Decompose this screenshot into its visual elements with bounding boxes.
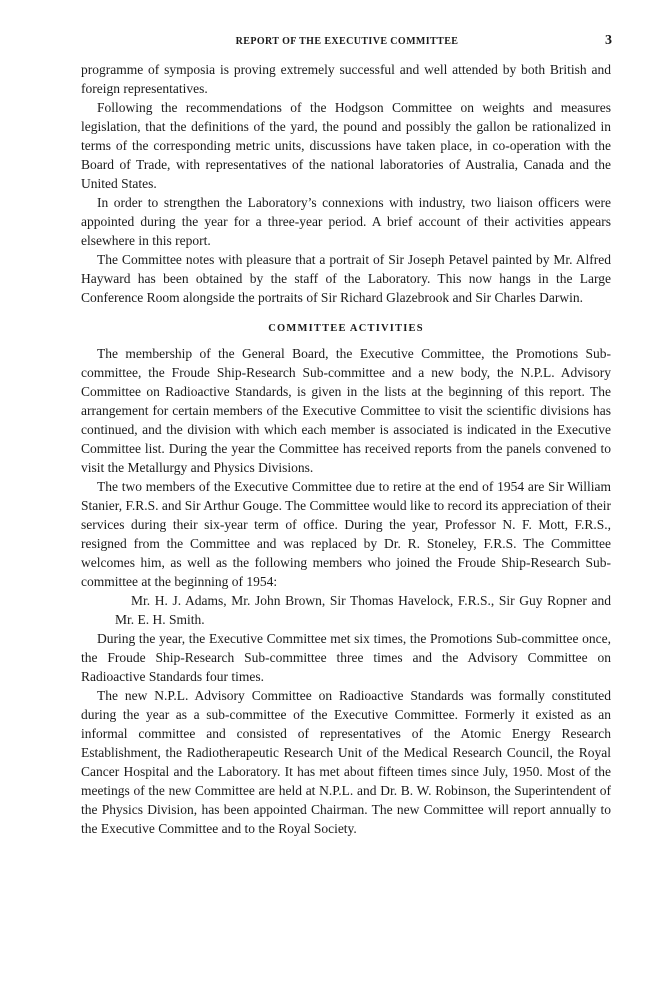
page-number: 3 [605,33,612,48]
paragraph-continuation: programme of symposia is proving extremely successful and well attended by both British and foreign representatives. [81,62,611,96]
body-text [81,60,611,838]
paragraph-liaison-officers: In order to strengthen the Laboratory’s connexions with industry, two liaison officers were appointed during the year for a three-year period. A brief account of their activities appears elsewhere in this report. [81,195,611,248]
paragraph-petavel-portrait: The Committee notes with pleasure that a portrait of Sir Joseph Petavel painted by Mr. Alfred Hayward has been obtained by the staff of the Laboratory. This now hangs in the Large Conference Room alongside the portraits of Sir Richard Glazebrook and Sir Charles Darwin. [81,252,611,305]
section-heading: COMMITTEE ACTIVITIES [268,323,424,334]
paragraph-membership: The membership of the General Board, the Executive Committee, the Promotions Sub-committee, the Froude Ship-Research Sub-committee and a new body, the N.P.L. Advisory Committee on Radioactive Standards, is given in the lists at the beginning of this report. The arrangement for certain members of the Executive Committee to visit the scientific divisions has continued, and the division with which each member is associated is indicated in the Executive Committee list. During the year the Committee has received reports from the panels convened to visit the Metallurgy and Physics Divisions. [81,346,611,475]
paragraph-hodgson-committee: Following the recommendations of the Hodgson Committee on weights and measures legislation, that the definitions of the yard, the pound and possibly the gallon be rationalized in terms of the corresponding metric units, discussions have taken place, in co-operation with the Board of Trade, with representatives of the national laboratories of Australia, Canada and the United States. [81,100,611,191]
page-header [82,33,612,54]
running-title: REPORT OF THE EXECUTIVE COMMITTEE [235,36,459,47]
paragraph-retiring-members: The two members of the Executive Committee due to retire at the end of 1954 are Sir William Stanier, F.R.S. and Sir Arthur Gouge. The Committee would like to record its appreciation of their services during their six-year term of office. During the year, Professor N. F. Mott, F.R.S., resigned from the Committee and was replaced by Dr. R. Stoneley, F.R.S. The Committee welcomes him, as well as the following members who joined the Froude Ship-Research Sub-committee at the beginning of 1954: [81,479,611,589]
paragraph-advisory-committee: The new N.P.L. Advisory Committee on Radioactive Standards was formally constituted during the year as a sub-committee of the Executive Committee. Formerly it existed as an informal committee and consisted of representatives of the Atomic Energy Research Establishment, the Radiotherapeutic Research Unit of the Medical Research Council, the Royal Cancer Hospital and the Laboratory. It has met about fifteen times since July, 1950. Most of the meetings of the new Committee are held at N.P.L. and Dr. B. W. Robinson, the Superintendent of the Physics Division, has been appointed Chairman. The new Committee will report annually to the Executive Committee and to the Royal Society. [81,688,611,836]
paragraph-meetings: During the year, the Executive Committee met six times, the Promotions Sub-committee once, the Froude Ship-Research Sub-committee three times and the Advisory Committee on Radioactive Standards four times. [81,631,611,684]
new-members-list: Mr. H. J. Adams, Mr. John Brown, Sir Thomas Havelock, F.R.S., Sir Guy Ropner and Mr. E. H. Smith. [115,593,611,627]
